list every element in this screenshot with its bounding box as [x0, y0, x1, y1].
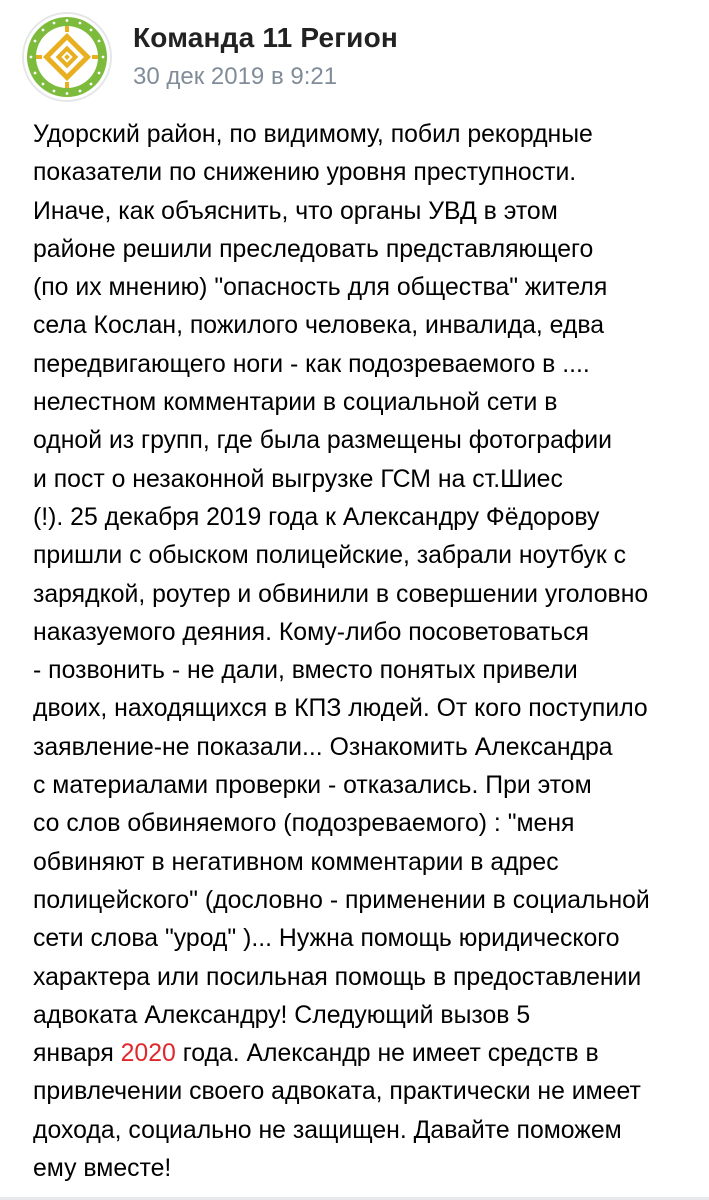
- komi-ornament-logo-icon: [22, 12, 112, 102]
- text-line: ему вместе!: [33, 1155, 172, 1183]
- post-header: [0, 0, 709, 110]
- group-avatar[interactable]: [22, 12, 112, 102]
- text-line: пришли с обыском полицейские, забрали ноутбук с: [33, 542, 627, 570]
- text-line: села Кослан, пожилого человека, инвалида, едва: [33, 312, 605, 340]
- text-line: полицейского" (дословно - применении в социальной: [33, 886, 650, 914]
- text-line: двоих, находящихся в КПЗ людей. От кого поступило: [33, 695, 648, 723]
- text-line: зарядкой, роутер и обвинили в совершении уголовно: [33, 580, 649, 608]
- text-line: обвиняют в негативном комментарии в адрес: [33, 848, 559, 876]
- text-line: передвигающего ноги - как подозреваемого в ....: [33, 350, 590, 378]
- text-line: [33, 1035, 693, 1073]
- year-link[interactable]: 2020: [120, 1040, 176, 1068]
- text-line: с материалами проверки - отказались. При этом: [33, 772, 592, 800]
- text-line: дохода, социально не защищен. Давайте поможем: [33, 1116, 622, 1144]
- text-line-end: года. Александр не имеет средств в: [175, 1040, 599, 1068]
- text-line: (по их мнению) "опасность для общества" жителя: [33, 274, 608, 302]
- post-body-text: [33, 116, 693, 1188]
- group-name-link[interactable]: Команда 11 Регион: [133, 22, 398, 53]
- text-line: характера или посильная помощь в предоставлении: [33, 963, 642, 991]
- text-line: привлечении своего адвоката, практически не имеет: [33, 1078, 641, 1106]
- text-line: со слов обвиняемого (подозреваемого) : "меня: [33, 810, 575, 838]
- text-line: сети слова "урод" )... Нужна помощь юридического: [33, 925, 620, 953]
- post-date-link[interactable]: 30 дек 2019 в 9:21: [133, 63, 338, 90]
- text-line: одной из групп, где была размещены фотографии: [33, 427, 612, 455]
- text-line: (!). 25 декабря 2019 года к Александру Фёдорову: [33, 503, 600, 531]
- text-line: Иначе, как объяснить, что органы УВД в этом: [33, 197, 558, 225]
- text-line: заявление-не показали... Ознакомить Александра: [33, 733, 613, 761]
- text-line: показатели по снижению уровня преступности.: [33, 159, 577, 187]
- text-line-start: января: [33, 1040, 121, 1068]
- text-line: - позвонить - не дали, вместо понятых привели: [33, 657, 578, 685]
- text-line: наказуемого деяния. Кому-либо посоветоваться: [33, 618, 589, 646]
- text-line: нелестном комментарии в социальной сети в: [33, 389, 558, 417]
- text-line: адвоката Александру! Следующий вызов 5: [33, 1001, 531, 1029]
- text-line: районе решили преследовать представляющего: [33, 235, 594, 263]
- text-line: и пост о незаконной выгрузке ГСМ на ст.Шиес: [33, 465, 563, 493]
- text-line: Удорский район, по видимому, побил рекордные: [33, 121, 593, 148]
